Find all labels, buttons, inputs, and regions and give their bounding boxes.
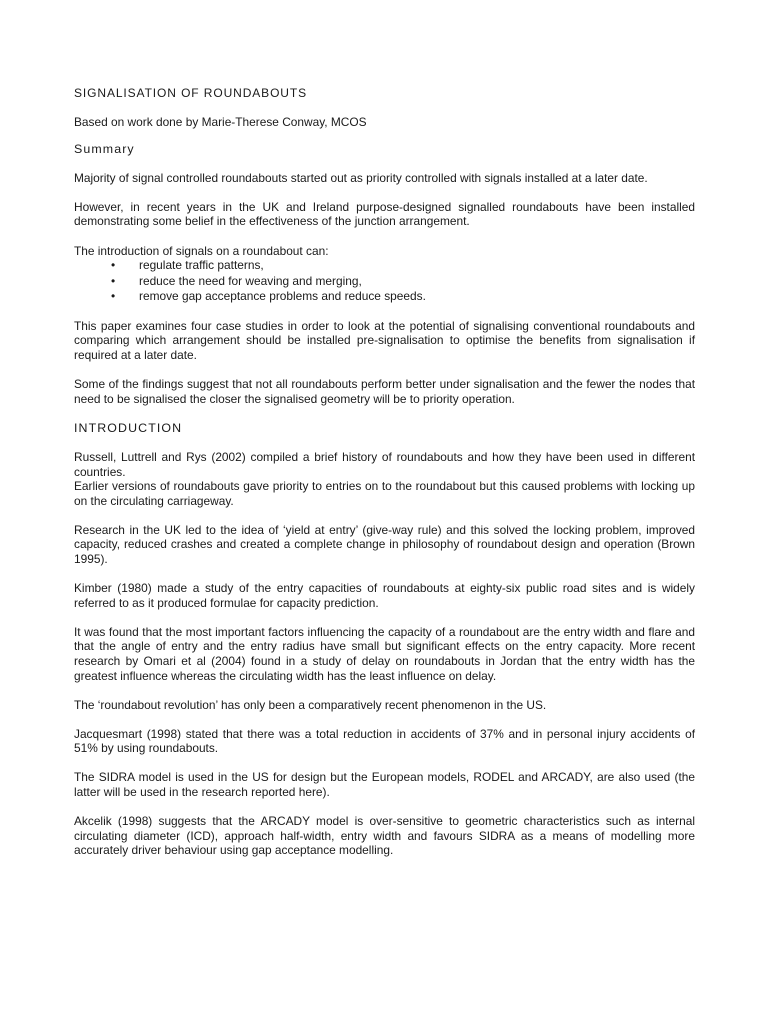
intro-paragraph-3: Research in the UK led to the idea of ‘yield at entry’ (give-way rule) and this solved the locking problem, improved capacity, reduced crashes and created a complete change in philosophy of roundabout design and operation (Brown 1995). bbox=[74, 522, 695, 566]
bullet-icon: • bbox=[111, 273, 116, 288]
list-item-text: reduce the need for weaving and merging, bbox=[139, 273, 362, 288]
intro-paragraph-9: Akcelik (1998) suggests that the ARCADY model is over-sensitive to geometric characteristics such as internal circulating diameter (ICD), approach half-width, entry width and favours SIDRA as a means of modelling more accurately driver behaviour using gap acceptance modelling. bbox=[74, 814, 695, 858]
document-title: SIGNALISATION OF ROUNDABOUTS bbox=[74, 86, 308, 100]
intro-paragraph-2: Earlier versions of roundabouts gave priority to entries on to the roundabout but this caused problems with locking up on the circulating carriageway. bbox=[74, 479, 695, 508]
signal-benefits-list bbox=[74, 258, 695, 304]
list-item bbox=[74, 258, 695, 273]
document-page bbox=[74, 86, 695, 872]
list-item-text: regulate traffic patterns, bbox=[139, 258, 264, 273]
intro-paragraph-7: Jacquesmart (1998) stated that there was a total reduction in accidents of 37% and in personal injury accidents of 51% by using roundabouts. bbox=[74, 726, 695, 756]
intro-paragraph-4: Kimber (1980) made a study of the entry capacities of roundabouts at eighty-six public road sites and is widely referred to as it produced formulae for capacity prediction. bbox=[74, 581, 695, 610]
list-item bbox=[74, 274, 695, 289]
introduction-heading: INTRODUCTION bbox=[74, 421, 183, 436]
summary-paragraph-2: However, in recent years in the UK and Ireland purpose-designed signalled roundabouts have been installed demonstrating some belief in the effectiveness of the junction arrangement. bbox=[74, 199, 695, 229]
intro-paragraph-5: It was found that the most important factors influencing the capacity of a roundabout are the entry width and flare and that the angle of entry and the entry radius have small but significant effects on the entry capacity. More recent research by Omari et al (2004) found in a study of delay on roundabouts in Jordan that the entry width has the greatest influence whereas the circulating width has the least influence on delay. bbox=[74, 624, 695, 683]
bullet-icon: • bbox=[111, 288, 116, 303]
summary-paragraph-5: Some of the findings suggest that not all roundabouts perform better under signalisation and the fewer the nodes that need to be signalised the closer the signalised geometry will be to priority operation. bbox=[74, 377, 695, 406]
list-item-text: remove gap acceptance problems and reduce speeds. bbox=[139, 288, 426, 303]
summary-paragraph-4: This paper examines four case studies in order to look at the potential of signalising conventional roundabouts and comparing which arrangement should be installed pre-signalisation to optimise the benefits from signalisation if required at a later date. bbox=[74, 318, 695, 363]
author-byline: Based on work done by Marie-Therese Conway, MCOS bbox=[74, 114, 367, 129]
summary-paragraph-1: Majority of signal controlled roundabouts started out as priority controlled with signals installed at a later date. bbox=[74, 170, 648, 185]
intro-paragraph-8: The SIDRA model is used in the US for design but the European models, RODEL and ARCADY, are also used (the latter will be used in the research reported here). bbox=[74, 770, 695, 800]
summary-heading: Summary bbox=[74, 142, 135, 157]
list-item bbox=[74, 289, 695, 304]
intro-paragraph-6: The ‘roundabout revolution’ has only been a comparatively recent phenomenon in the US. bbox=[74, 697, 547, 712]
intro-paragraph-1: Russell, Luttrell and Rys (2002) compiled a brief history of roundabouts and how they have been used in different countries. bbox=[74, 449, 695, 479]
bullet-icon: • bbox=[111, 258, 116, 273]
summary-paragraph-3: The introduction of signals on a roundabout can: bbox=[74, 243, 329, 258]
